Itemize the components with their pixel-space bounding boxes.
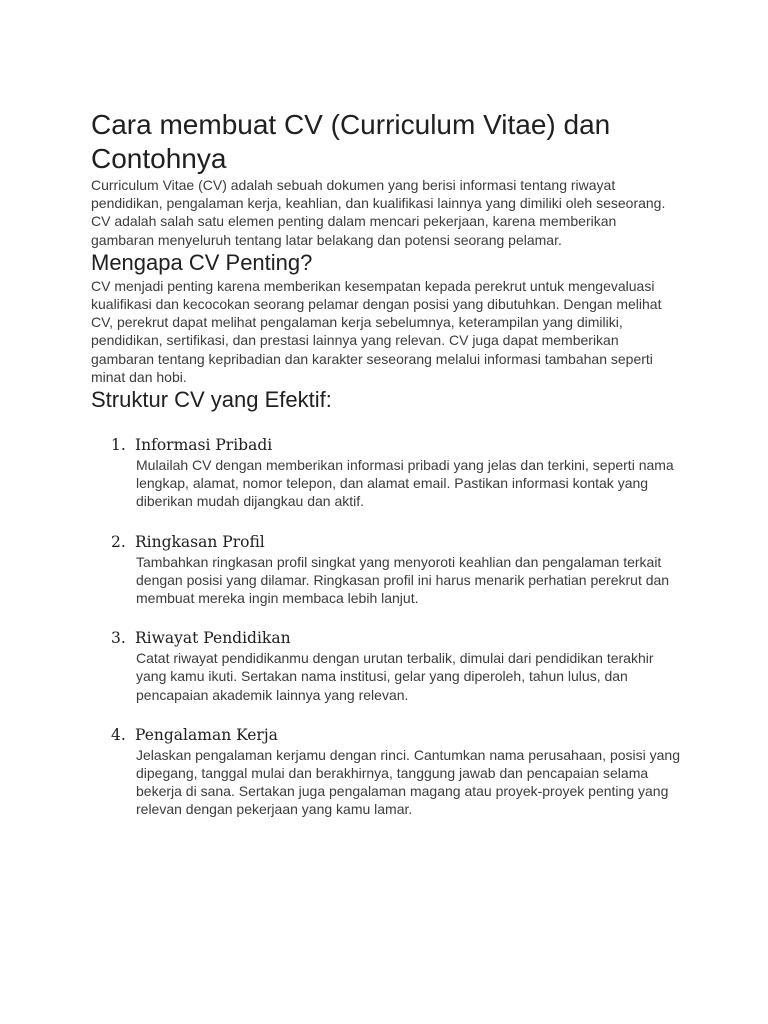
list-item-title: Pengalaman Kerja [135,725,278,744]
list-item-number: 3. [111,629,126,648]
list-item-title: Riwayat Pendidikan [135,629,291,648]
document-title: Cara membuat CV (Curriculum Vitae) dan Contohnya [91,109,611,174]
list-item [91,724,683,819]
structure-list [91,434,683,819]
list-item-title: Ringkasan Profil [135,532,265,551]
list-item [91,627,683,704]
list-item-body: Jelaskan pengalaman kerjamu dengan rinci. Cantumkan nama perusahaan, posisi yang dipegang, tanggal mulai dan berakhirnya, tanggung jawab dan pencapaian selama bekerja di sana. Sertakan juga pengalaman magang atau proyek-proyek penting yang relevan dengan pekerjaan yang kamu lamar. [136,746,680,818]
list-item-number: 4. [111,725,126,744]
list-item-number: 1. [111,436,126,455]
list-item-header [91,627,683,649]
list-item [91,531,683,608]
list-item-title: Informasi Pribadi [135,436,273,455]
list-item-body: Catat riwayat pendidikanmu dengan urutan terbalik, dimulai dari pendidikan terakhir yang kamu ikuti. Sertakan nama institusi, gelar yang diperoleh, tahun lulus, dan pencapaian akademik lainnya yang relevan. [136,650,654,703]
list-item-header [91,434,683,456]
intro-paragraph: Curriculum Vitae (CV) adalah sebuah dokumen yang berisi informasi tentang riwayat pendidikan, pengalaman kerja, keahlian, dan kualifikasi lainnya yang dimiliki oleh seseorang. CV adalah salah satu elemen penting dalam mencari pekerjaan, karena memberikan gambaran menyeluruh tentang latar belakang dan potensi seorang pelamar. [91,177,666,248]
section-heading-structure: Struktur CV yang Efektif: [91,387,332,413]
list-item [91,434,683,511]
list-item-number: 2. [111,532,126,551]
why-cv-paragraph: CV menjadi penting karena memberikan kesempatan kepada perekrut untuk mengevaluasi kualifikasi dan kecocokan seorang pelamar dengan posisi yang dibutuhkan. Dengan melihat CV, perekrut dapat melihat pengalaman kerja sebelumnya, keterampilan yang dimiliki, pendidikan, sertifikasi, dan prestasi lainnya yang relevan. CV juga dapat memberikan gambaran tentang kepribadian dan karakter seseorang melalui informasi tambahan seperti minat dan hobi. [91,277,662,385]
list-item-header [91,724,683,746]
section-heading-why-cv: Mengapa CV Penting? [91,249,313,275]
document-content [91,108,683,819]
list-item-body: Mulailah CV dengan memberikan informasi pribadi yang jelas dan terkini, seperti nama lengkap, alamat, nomor telepon, dan alamat email. Pastikan informasi kontak yang diberikan mudah dijangkau dan aktif. [136,457,674,510]
list-item-body: Tambahkan ringkasan profil singkat yang menyoroti keahlian dan pengalaman terkait dengan posisi yang dilamar. Ringkasan profil ini harus menarik perhatian perekrut dan membuat mereka ingin membaca lebih lanjut. [136,553,670,607]
list-item-header [91,531,683,553]
